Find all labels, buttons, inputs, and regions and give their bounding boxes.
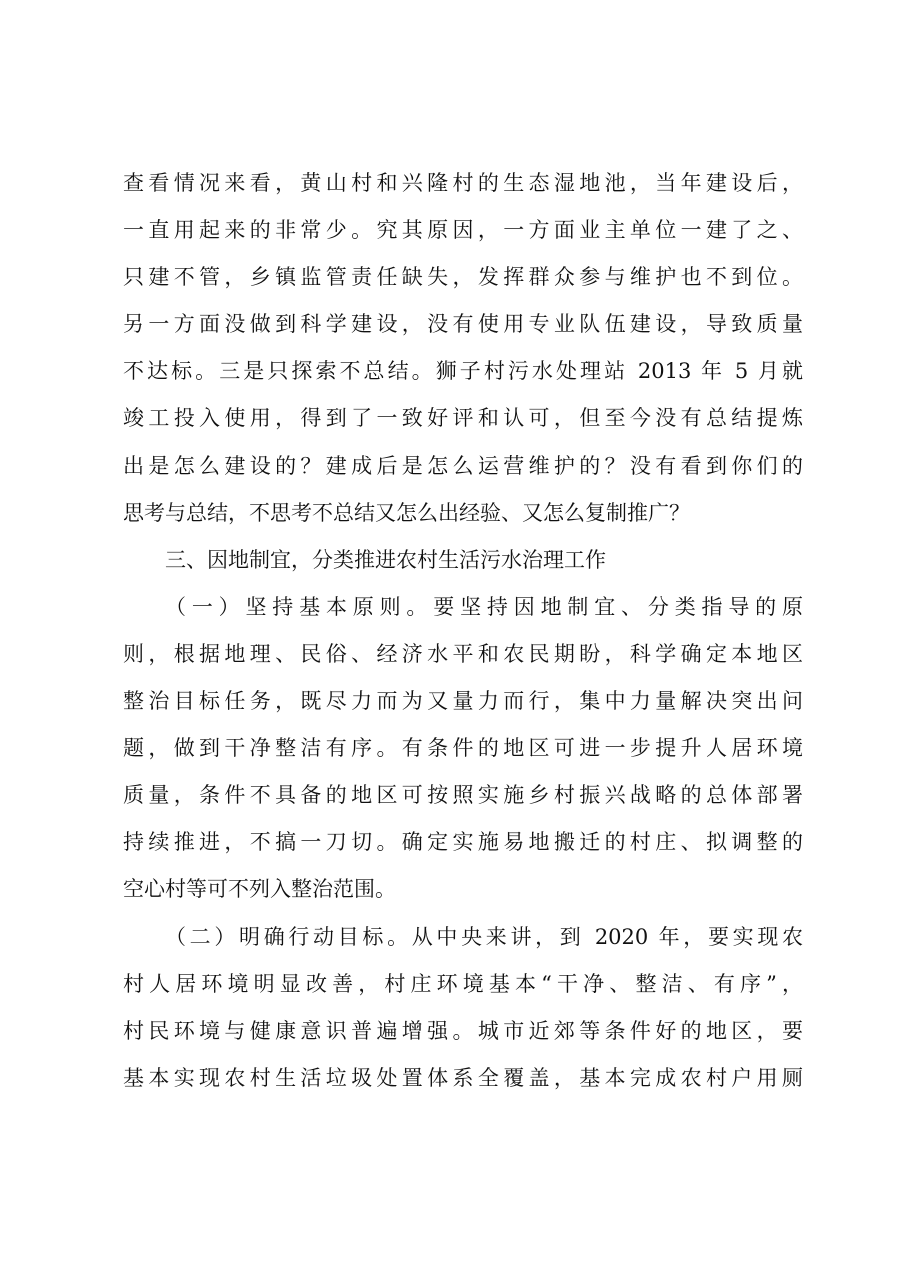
paragraph-line: 质量，条件不具备的地区可按照实施乡村振兴战略的总体部署: [123, 783, 803, 808]
paragraph-line: 题，做到干净整洁有序。有条件的地区可进一步提升人居环境: [123, 736, 803, 761]
paragraph-line: 竣工投入使用，得到了一致好评和认可，但至今没有总结提炼: [123, 406, 803, 431]
paragraph-line: 基本实现农村生活垃圾处置体系全覆盖，基本完成农村户用厕: [123, 1065, 803, 1090]
paragraph-line: 只建不管，乡镇监管责任缺失，发挥群众参与维护也不到位。: [123, 265, 803, 290]
paragraph-line: 持续推进，不搞一刀切。确定实施易地搬迁的村庄、拟调整的: [123, 830, 803, 855]
paragraph-line: （二）明确行动目标。从中央来讲，到 2020 年，要实现农: [165, 924, 803, 949]
paragraph-line: 一直用起来的非常少。究其原因，一方面业主单位一建了之、: [123, 218, 803, 243]
paragraph-line: 整治目标任务，既尽力而为又量力而行，集中力量解决突出问: [123, 689, 803, 714]
document-body: [123, 160, 803, 1102]
paragraph-line: 空心村等可不列入整治范围。: [123, 877, 396, 902]
paragraph-line: 村民环境与健康意识普遍增强。城市近郊等条件好的地区，要: [123, 1018, 803, 1043]
section-heading: 三、因地制宜，分类推进农村生活污水治理工作: [165, 547, 606, 572]
paragraph-line: 出是怎么建设的？建成后是怎么运营维护的？没有看到你们的: [123, 453, 803, 478]
paragraph-line: 则，根据地理、民俗、经济水平和农民期盼，科学确定本地区: [123, 641, 803, 666]
paragraph-line: 村人居环境明显改善，村庄环境基本“干净、整洁、有序”，: [123, 971, 803, 996]
paragraph-line: 查看情况来看，黄山村和兴隆村的生态湿地池，当年建设后，: [123, 171, 803, 195]
paragraph-line: 另一方面没做到科学建设，没有使用专业队伍建设，导致质量: [123, 312, 803, 337]
paragraph-line: 不达标。三是只探索不总结。狮子村污水处理站 2013 年 5 月就: [123, 359, 803, 384]
paragraph-line: （一）坚持基本原则。要坚持因地制宜、分类指导的原: [165, 594, 803, 619]
paragraph-line: 思考与总结，不思考不总结又怎么出经验、又怎么复制推广？: [123, 500, 690, 525]
